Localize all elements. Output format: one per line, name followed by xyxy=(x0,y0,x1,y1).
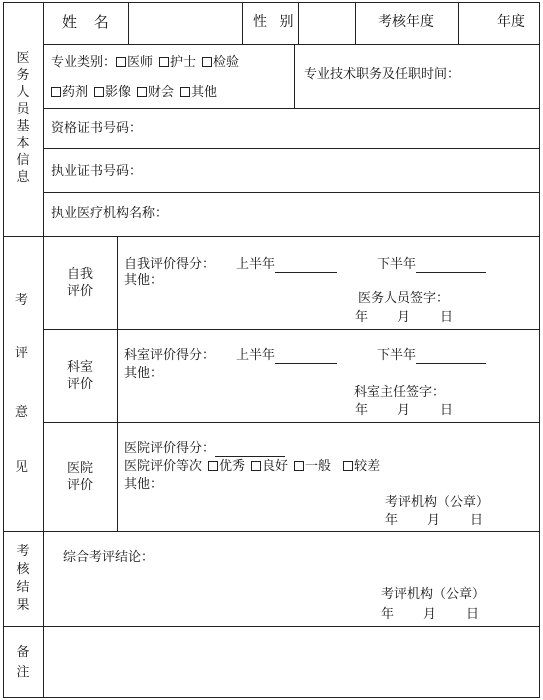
name-label: 姓 名 xyxy=(62,13,115,31)
grade-fair[interactable]: 一般 xyxy=(294,459,331,475)
table-border-left xyxy=(3,2,4,698)
eval-inner-divider xyxy=(117,236,118,531)
self-eval-label: 自我评价 xyxy=(67,267,94,299)
dept-first-half: 上半年 xyxy=(236,348,337,364)
checkbox-icon[interactable] xyxy=(159,57,169,67)
left-column-divider xyxy=(43,2,44,698)
result-sign: 考评机构（公章） xyxy=(381,587,486,602)
hosp-score-blank[interactable] xyxy=(215,444,285,457)
self-second-half: 下半年 xyxy=(377,257,486,273)
result-date-month: 月 xyxy=(423,607,437,622)
hosp-eval-date-day: 日 xyxy=(470,513,484,528)
dept-eval-date-day: 日 xyxy=(440,403,454,418)
checkbox-icon[interactable] xyxy=(343,461,353,471)
category-label: 专业类别： xyxy=(51,55,117,70)
category-divider xyxy=(294,44,295,108)
checkbox-icon[interactable] xyxy=(180,87,190,97)
grade-poor[interactable]: 较差 xyxy=(343,459,380,475)
checkbox-icon[interactable] xyxy=(294,461,304,471)
cert-number-label: 资格证书号码： xyxy=(51,121,143,136)
row1-divider-e xyxy=(458,2,459,44)
section-eval-char-4: 见 xyxy=(15,460,29,475)
section-basic-label: 医 务 人 员 基 本 信 息 xyxy=(16,51,30,185)
hosp-eval-label: 医院评价 xyxy=(67,461,94,493)
checkbox-icon[interactable] xyxy=(137,87,147,97)
self-first-half-blank[interactable] xyxy=(275,260,337,273)
table-border-bottom xyxy=(3,697,540,698)
practice-bottom xyxy=(43,192,540,193)
row1-divider-b xyxy=(242,2,243,44)
eval-section-bottom xyxy=(3,531,540,532)
self-eval-sign: 医务人员签字： xyxy=(358,291,450,306)
hosp-eval-date-year: 年 xyxy=(385,513,399,528)
section-remark-label: 备 注 xyxy=(16,645,30,680)
section-eval-char-1: 考 xyxy=(15,293,29,308)
option-finance[interactable]: 财会 xyxy=(137,85,174,101)
dept-eval-date-year: 年 xyxy=(355,403,369,418)
option-pharmacy[interactable]: 药剂 xyxy=(51,85,88,101)
year-value[interactable]: 年度 xyxy=(497,14,525,30)
table-border-top xyxy=(3,2,540,3)
row1-divider-d xyxy=(355,2,356,44)
year-label: 考核年度 xyxy=(378,14,434,30)
gender-value-cell[interactable] xyxy=(299,3,354,43)
checkbox-icon[interactable] xyxy=(94,87,104,97)
dept-eval-sign: 科室主任签字： xyxy=(354,385,446,400)
checkbox-icon[interactable] xyxy=(251,461,261,471)
hosp-eval-date-month: 月 xyxy=(427,513,441,528)
option-nurse[interactable]: 护士 xyxy=(159,55,196,71)
result-date-day: 日 xyxy=(466,607,480,622)
cert-bottom xyxy=(43,148,540,149)
name-value-cell[interactable] xyxy=(129,3,241,43)
self-eval-bottom xyxy=(43,329,540,330)
option-other[interactable]: 其他 xyxy=(180,85,217,101)
hosp-eval-sign: 考评机构（公章） xyxy=(385,495,490,510)
result-conclusion: 综合考评结论： xyxy=(63,550,155,565)
grade-excellent[interactable]: 优秀 xyxy=(208,459,245,475)
option-imaging[interactable]: 影像 xyxy=(94,85,131,101)
category-bottom xyxy=(43,108,540,109)
self-eval-other: 其他： xyxy=(124,273,164,288)
gender-label: 性 别 xyxy=(253,14,298,30)
self-eval-score: 自我评价得分： xyxy=(124,257,216,272)
checkbox-icon[interactable] xyxy=(202,57,212,67)
self-eval-date-month: 月 xyxy=(397,310,411,325)
remark-cell[interactable] xyxy=(44,627,539,696)
grade-good[interactable]: 良好 xyxy=(251,459,288,475)
dept-eval-other: 其他： xyxy=(124,366,164,381)
category-line-2 xyxy=(51,85,223,101)
checkbox-icon[interactable] xyxy=(51,87,61,97)
section-result-label: 考 核 结 果 xyxy=(16,544,30,613)
option-doctor[interactable]: 医师 xyxy=(116,55,153,71)
basic-section-bottom xyxy=(3,236,540,237)
practice-number-label: 执业证书号码： xyxy=(51,164,143,179)
hosp-eval-score: 医院评价得分： xyxy=(124,441,285,457)
row1-bottom xyxy=(43,44,540,45)
dept-eval-score: 科室评价得分： xyxy=(124,348,216,363)
title-time-label: 专业技术职务及任职时间： xyxy=(304,67,461,82)
self-second-half-blank[interactable] xyxy=(416,260,486,273)
institution-label: 执业医疗机构名称： xyxy=(51,206,169,221)
result-date-year: 年 xyxy=(381,607,395,622)
self-first-half: 上半年 xyxy=(236,257,337,273)
dept-eval-bottom xyxy=(43,422,540,423)
hosp-eval-grade: 医院评价等次 优秀 良好 一般 较差 xyxy=(124,459,381,474)
checkbox-icon[interactable] xyxy=(116,57,126,67)
dept-eval-date-month: 月 xyxy=(397,403,411,418)
category-line-1 xyxy=(51,55,245,71)
self-eval-date-year: 年 xyxy=(355,310,369,325)
dept-second-half: 下半年 xyxy=(377,348,486,364)
section-eval-char-3: 意 xyxy=(15,405,29,420)
section-eval-char-2: 评 xyxy=(15,346,29,361)
dept-eval-label: 科室评价 xyxy=(67,360,94,392)
self-eval-date-day: 日 xyxy=(440,310,454,325)
table-border-right xyxy=(539,2,540,698)
dept-second-half-blank[interactable] xyxy=(416,351,486,364)
checkbox-icon[interactable] xyxy=(208,461,218,471)
option-lab[interactable]: 检验 xyxy=(202,55,239,71)
hosp-eval-other: 其他： xyxy=(124,477,164,492)
dept-first-half-blank[interactable] xyxy=(275,351,337,364)
